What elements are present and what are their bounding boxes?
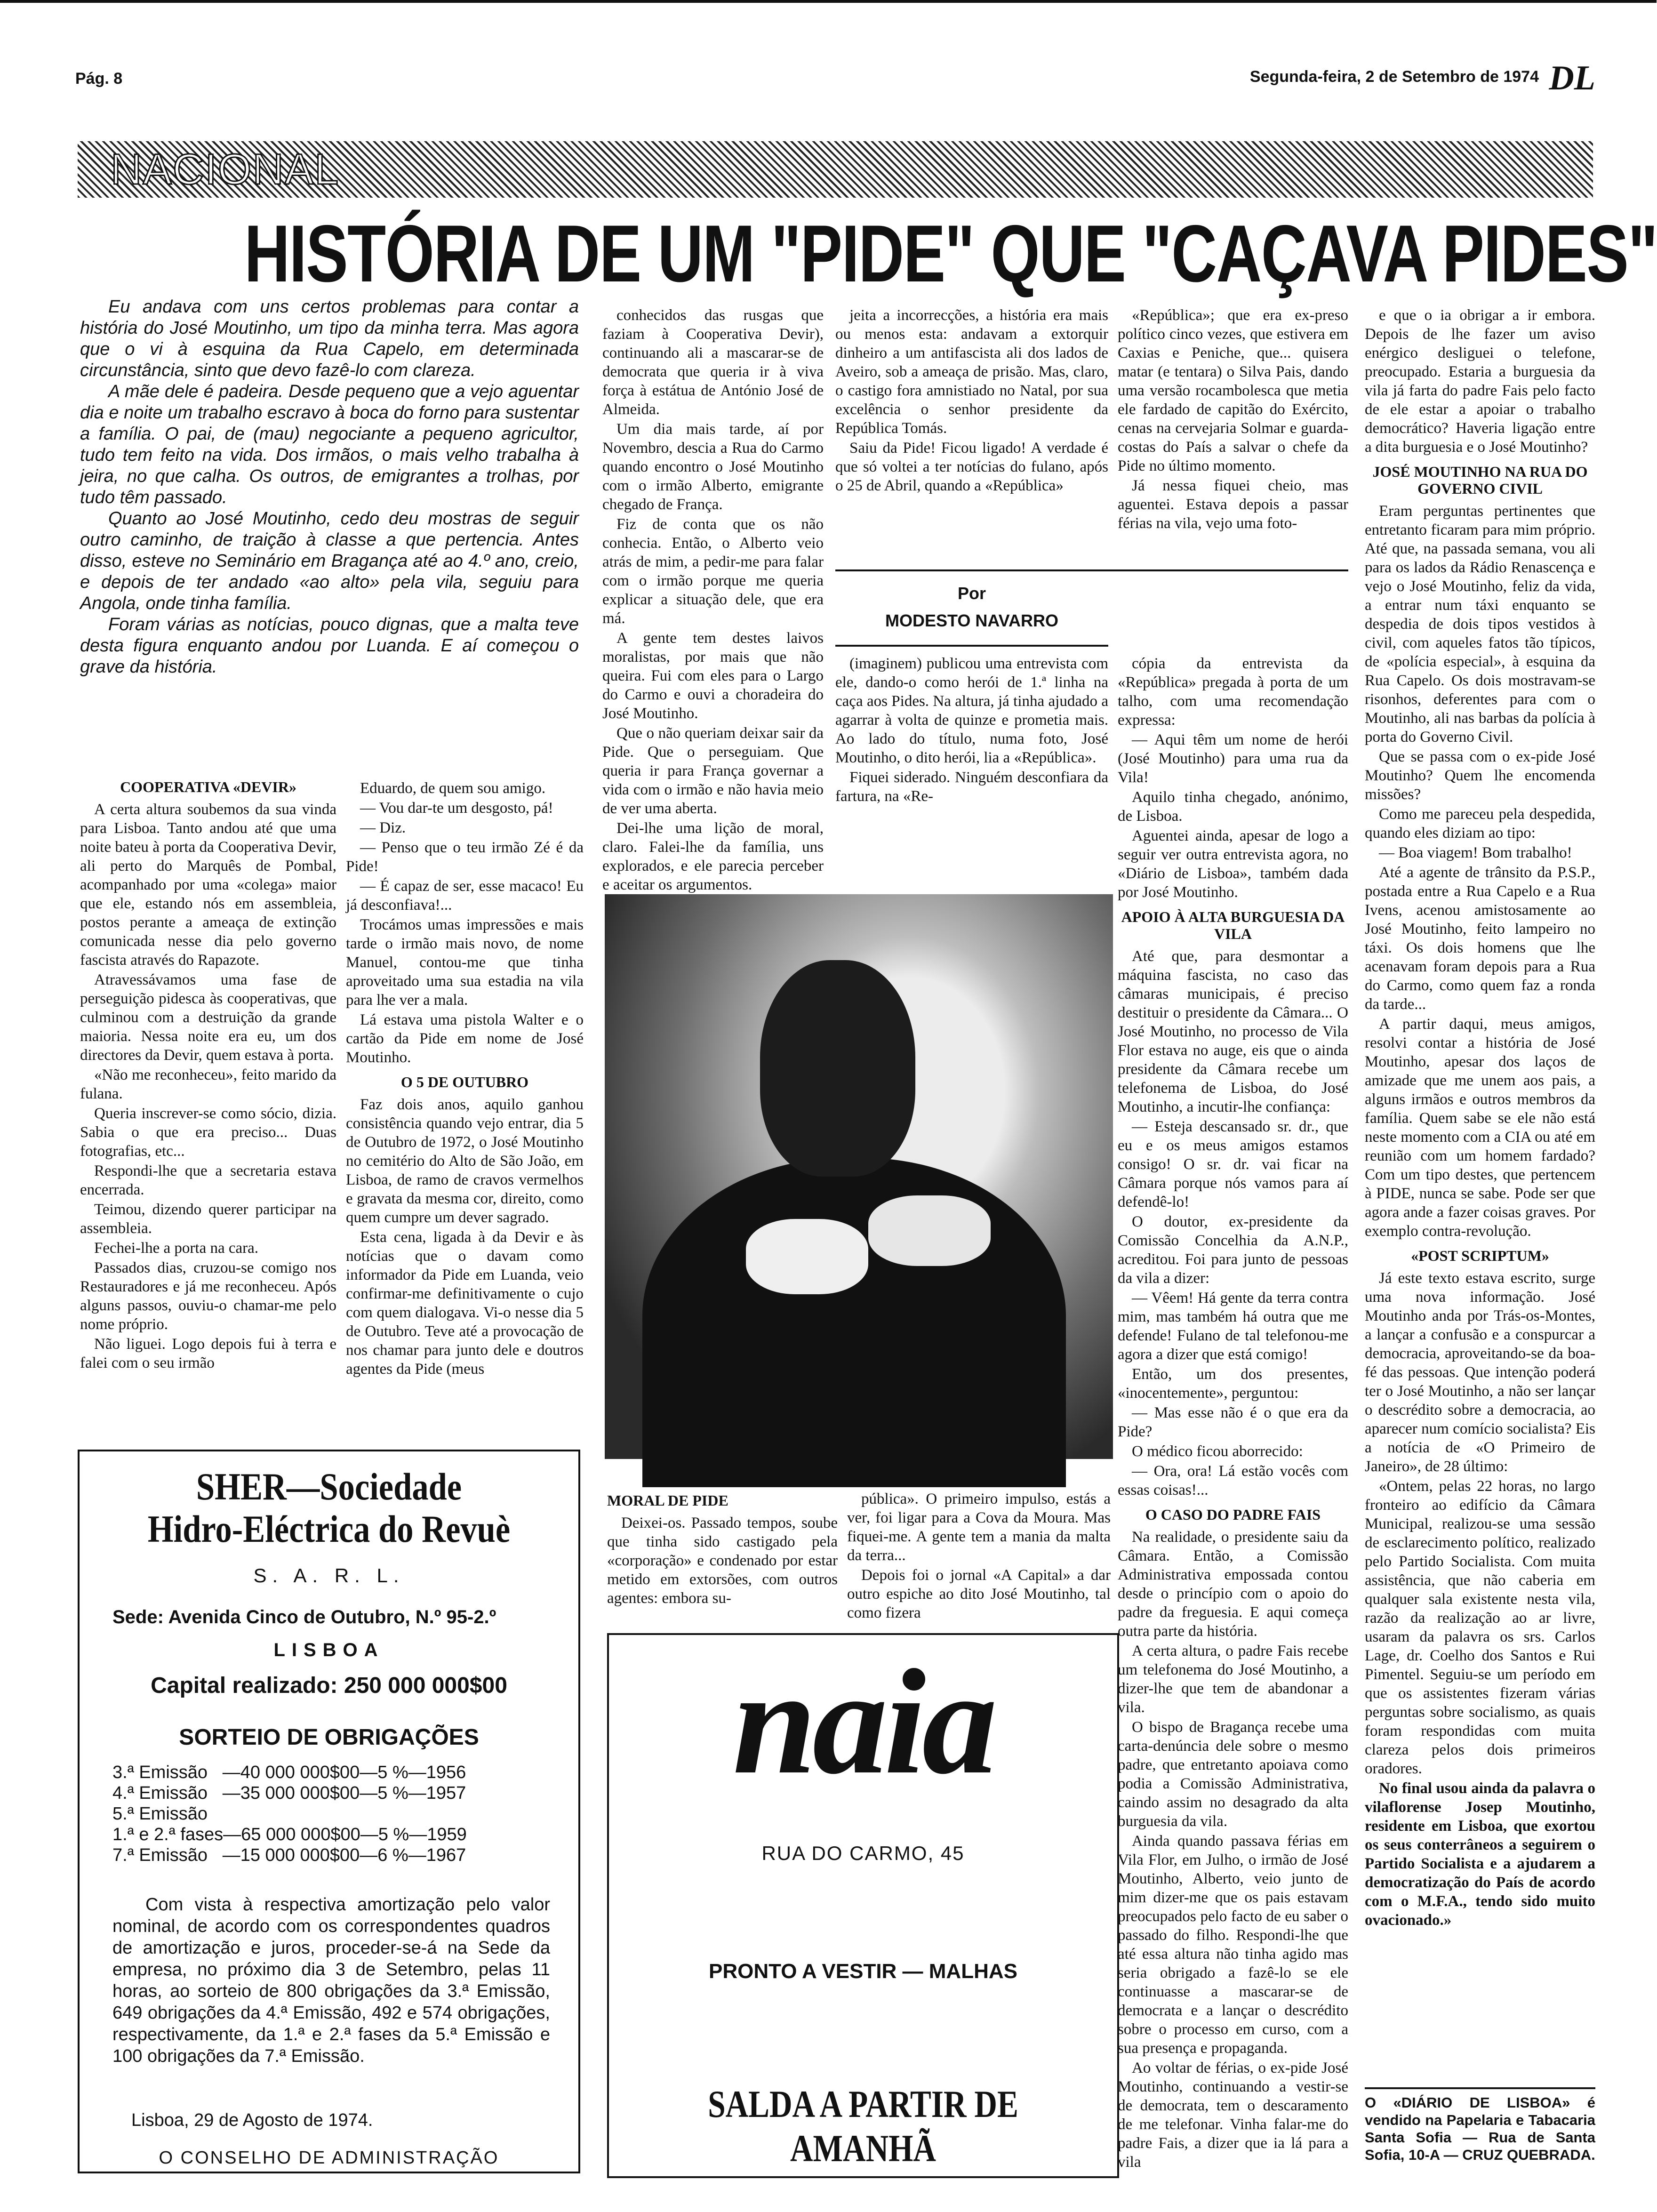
paragraph: pública». O primeiro impulso, estás a ver, foi ligar para a Cova da Moura. Mas fiquei-me. A gente tem a mania da malta da terra... <box>847 1491 1111 1564</box>
paragraph: «República»; que era ex-preso político cinco vezes, que estivera em Caxias e Peniche, que... quisera matar (e tentara) o Silva Pais, dando uma versão rocambolesca que metia ele fardado de capitão do Exército, cenas na cervejaria Solmar e guarda-costas do País a salvar o chefe da Pide no último momento. <box>1118 307 1348 474</box>
paragraph: jeita a incorrecções, a história era mais ou menos esta: andavam a extorquir dinheiro a um antifascista ali dos lados de Aveiro, sob a ameaça de prisão. Mas, claro, o castigo fora amnistiado no Natal, por sua excelência o senhor presidente da República Tomás. <box>835 307 1108 437</box>
distribution-notice: O «DIÁRIO DE LISBOA» é vendido na Papelaria e Tabacaria Santa Sofia — Rua de Santa Sofia, 10-A — CRUZ QUEBRADA. <box>1365 2087 1595 2164</box>
paragraph: Até que, para desmontar a máquina fascista, no caso das câmaras municipais, é preciso destituir o presidente da Câmara... O José Moutinho, no processo de Vila Flor estava no auge, eis que o ainda presidente da Câmara recebe um telefonema de Lisboa, do José Moutinho, a incutir-lhe confiança: <box>1118 948 1348 1115</box>
emission-row: 3.ª Emissão —40 000 000$00—5 %—1956 <box>112 1763 466 1782</box>
paragraph: Respondi-lhe que a secretaria estava encerrada. <box>80 1162 336 1198</box>
issue-date: Segunda-feira, 2 de Setembro de 1974 <box>1249 68 1539 86</box>
paragraph: Aguentei ainda, apesar de logo a seguir ver outra entrevista agora, no «Diário de Lisboa», também dada por José Moutinho. <box>1118 827 1348 901</box>
ad-sher-title-line1: SHER—Sociedade <box>196 1465 462 1508</box>
paragraph: Trocámos umas impressões e mais tarde o irmão mais novo, de nome Manuel, contou-me que tinha aproveitado uma sua estadia na vila para lhe ver a mala. <box>346 916 584 1009</box>
section-banner <box>78 141 1593 198</box>
paragraph: A certa altura soubemos da sua vinda para Lisboa. Tanto andou até que uma noite bateu à porta da Cooperativa Devir, ali perto do Marquês de Pombal, acompanhado por uma «colega» maior que ele, estando nós em assembleia, postos perante a ameaça de extinção comunicada nesse dia pelo governo fascista através do Rapazote. <box>80 801 336 969</box>
ad-sher-council: O CONSELHO DE ADMINISTRAÇÃO <box>159 2148 499 2168</box>
emission-row: 7.ª Emissão —15 000 000$00—6 %—1967 <box>112 1845 466 1865</box>
byline <box>835 584 1108 631</box>
section-title: NACIONAL <box>111 145 340 193</box>
paragraph: Passados dias, cruzou-se comigo nos Restauradores e já me reconheceu. Após alguns passos, ouviu-o chamar-me pelo nome próprio. <box>80 1259 336 1333</box>
paragraph: Que o não queriam deixar sair da Pide. Que o perseguiam. Que queria ir para França governar a vida com o irmão e não havia meio de ver uma aberta. <box>602 725 824 817</box>
paragraph: Aquilo tinha chegado, anónimo, de Lisboa. <box>1118 789 1348 825</box>
subhead-moral-de-pide: MORAL DE PIDE <box>607 1492 728 1509</box>
paragraph: Teimou, dizendo querer participar na assembleia. <box>80 1201 336 1237</box>
paragraph: O bispo de Bragança recebe uma carta-denúncia dele sobre o mesmo padre, que entretanto apoiava como podia a Comissão Administrativa, caindo assim no desagrado da alta burguesia da vila. <box>1118 1719 1348 1830</box>
paragraph: Fiquei siderado. Ninguém desconfiara da fartura, na «Re- <box>835 769 1108 805</box>
portrait-photo <box>605 894 1113 1459</box>
intro-paragraph: Quanto ao José Moutinho, cedo deu mostras de seguir outro caminho, de traição à classe a que pertencia. Antes disso, esteve no Seminário em Bragança até ao 4.º ano, creio, e depois de ter andado «ao alto» pela vila, seguiu para Angola, onde tinha família. <box>80 509 579 613</box>
subhead-5-outubro: O 5 DE OUTUBRO <box>400 1074 529 1090</box>
paragraph: (imaginem) publicou uma entrevista com ele, dando-o como herói de 1.ª linha na caça aos Pides. Na altura, já tinha ajudado a agarrar à volta de quinze e prometia mais. Ao lado do título, numa foto, José Moutinho, o dito herói, lia a «República». <box>835 655 1108 766</box>
ad-sher-city: LISBOA <box>273 1640 384 1660</box>
subhead-padre-fais: O CASO DO PADRE FAIS <box>1145 1506 1321 1523</box>
paragraph: A gente tem destes laivos moralistas, por mais que não queira. Fui com eles para o Largo do Carmo e ouvi a choradeira do José Moutinho. <box>602 630 824 722</box>
paragraph: cópia da entrevista da «República» pregada à porta de um talho, com uma recomendação expressa: <box>1118 655 1348 729</box>
paragraph: A certa altura, o padre Fais recebe um telefonema do José Moutinho, a dizer-lhe que tem de abandonar a vila. <box>1118 1643 1348 1716</box>
paragraph: — Boa viagem! Bom trabalho! <box>1379 844 1572 861</box>
paragraph: Eduardo, de quem sou amigo. <box>360 780 546 797</box>
ad-sher-sarl: S. A. R. L. <box>253 1564 405 1587</box>
column-moral-cont <box>847 1490 1111 1621</box>
page-header <box>75 61 1595 99</box>
ad-sher-address: Sede: Avenida Cinco de Outubro, N.º 95-2.º <box>112 1607 496 1627</box>
paragraph: Na realidade, o presidente saiu da Câmara. Então, a Comissão Administrativa empossada contou desde o princípio com o apoio do padre da freguesia. E aqui começa outra parte da história. <box>1118 1529 1348 1640</box>
paragraph: Queria inscrever-se como sócio, dizia. Sabia o que era preciso... Duas fotografias, etc... <box>80 1105 336 1160</box>
column-1 <box>80 772 336 1440</box>
paragraph: Atravessávamos uma fase de perseguição pidesca às cooperativas, que culminou com a destruição da grande maioria. Nessa noite era eu, um dos directores da Devir, quem estava à porta. <box>80 971 336 1064</box>
paragraph: Fechei-lhe a porta na cara. <box>94 1240 259 1257</box>
newspaper-logo: DL <box>1549 59 1595 97</box>
subhead-post-scriptum: «POST SCRIPTUM» <box>1411 1247 1549 1264</box>
subhead-apoio: APOIO À ALTA BURGUESIA DA VILA <box>1121 908 1345 942</box>
byline-by: Por <box>957 584 986 603</box>
paragraph: — Mas esse não é o que era da Pide? <box>1118 1404 1348 1440</box>
byline-rule-top <box>835 569 1348 571</box>
column-5-top <box>1118 306 1348 560</box>
column-2 <box>346 779 584 1440</box>
paragraph: — Vêem! Há gente da terra contra mim, mas também há outra que me defende! Fulano de tal telefonou-me agora a dizer que está comigo! <box>1118 1290 1348 1363</box>
subhead-cooperativa: COOPERATIVA «DEVIR» <box>120 778 296 795</box>
ad-sher-date: Lisboa, 29 de Agosto de 1974. <box>131 2110 373 2130</box>
paragraph: — Vou dar-te um desgosto, pá! <box>360 800 553 817</box>
paragraph: Saiu da Pide! Ficou ligado! A verdade é que só voltei a ter notícias do fulano, após o 25 de Abril, quando a «República» <box>835 440 1108 494</box>
ad-sher-sorteio: SORTEIO DE OBRIGAÇÕES <box>179 1725 479 1750</box>
paragraph: — Penso que o teu irmão Zé é da Pide! <box>346 839 584 875</box>
paragraph: Até a agente de trânsito da P.S.P., postada entre a Rua Capelo e a Rua Ivens, acenou amistosamente ao José Moutinho, feito lampeiro no táxi. Os dois homens que lhe acenavam foram depois para a Rua do Carmo, como quem faz a ronda da tarde... <box>1365 864 1595 1013</box>
emission-row: 4.ª Emissão —35 000 000$00—5 %—1957 <box>112 1783 466 1803</box>
paragraph: O doutor, ex-presidente da Comissão Concelhia da A.N.P., acreditou. Foi para junto de pessoas da vila a dizer: <box>1118 1213 1348 1287</box>
paragraph: conhecidos das rusgas que faziam à Cooperativa Devir), continuando ali a mascarar-se de democrata que queria ir à viva força à estátua de António José de Almeida. <box>602 307 824 418</box>
ad-sher-emissions <box>112 1762 467 1866</box>
column-5 <box>1118 654 1348 2170</box>
paragraph: O médico ficou aborrecido: <box>1132 1443 1303 1460</box>
column-moral-de-pide <box>607 1492 838 1624</box>
subhead-governo-civil: JOSÉ MOUTINHO NA RUA DO GOVERNO CIVIL <box>1372 463 1588 497</box>
column-4-top <box>835 306 1108 551</box>
emission-row: 1.ª e 2.ª fases—65 000 000$00—5 %—1959 <box>112 1825 467 1844</box>
article-intro <box>80 297 579 777</box>
paragraph: Ao voltar de férias, o ex-pide José Moutinho, continuando a vestir-se de democrata, tem o descaramento de me telefonar. Vinha falar-me do padre Fais, a dizer que ia lá para a vila <box>1118 2060 1348 2171</box>
paragraph: — Esteja descansado sr. dr., que eu e os meus amigos estamos consigo! O sr. dr. vai ficar na Câmara porque nós vamos para aí defendê-lo! <box>1118 1118 1348 1210</box>
paragraph: A partir daqui, meus amigos, resolvi contar a história de José Moutinho, apesar dos laços de amizade que me unem aos pais, a alguns irmãos e outros membros da família. Quem sabe se ele não está neste momento com a CIA ou até em reunião com um homem fardado? Com um tipo destes, que pertencem à PIDE, nunca se sabe. Pode ser que agora ande a fazer coisas graves. Por exemplo contra-revolução. <box>1365 1016 1595 1240</box>
byline-rule-bottom <box>835 645 1108 647</box>
column-3 <box>602 306 824 893</box>
paragraph: Ainda quando passava férias em Vila Flor, em Julho, o irmão de José Moutinho, Alberto, veio junto de mim dizer-me que os pais estavam preocupados pelo facto de eu saber o passado do filho. Respondi-lhe que até essa altura não tinha agido mas seria obrigado a fazê-lo se ele continuasse a mascarar-se de democrata e a lançar o descrédito sobre o processo em curso, com a sua presença e propaganda. <box>1118 1833 1348 2057</box>
intro-paragraph: Foram várias as notícias, pouco dignas, que a malta teve desta figura enquanto andou por Luanda. E aí começou o grave da história. <box>80 615 579 677</box>
paragraph: Dei-lhe uma lição de moral, claro. Falei-lhe da família, uns explorados, e ele parecia perceber e aceitar os argumentos. <box>602 820 824 893</box>
intro-paragraph: Eu andava com uns certos problemas para contar a história do José Moutinho, um tipo da minha terra. Mas agora que o vi à esquina da Rua Capelo, em determinada circunstância, sinto que devo fazê-lo com clareza. <box>80 297 579 380</box>
paragraph: Já este texto estava escrito, surge uma nova informação. José Moutinho anda por Trás-os-Montes, a lançar a confusão e a conspurcar a democracia, aproveitando-se da boa-fé das pessoas. Que intenção poderá ter o José Moutinho, a não ser lançar o descrédito sobre a democracia, ao aparecer num comício socialista? Eis a notícia de «O Primeiro de Janeiro», de 28 último: <box>1365 1270 1595 1475</box>
headline: HISTÓRIA DE UM "PIDE" QUE "CAÇAVA PIDES" <box>244 208 1657 299</box>
ad-naia-address: RUA DO CARMO, 45 <box>761 1842 965 1864</box>
ad-sher-title-line2: Hidro-Eléctrica do Revuè <box>147 1507 511 1550</box>
paragraph: Faz dois anos, aquilo ganhou consistência quando vejo entrar, dia 5 de Outubro de 1972, o José Moutinho no cemitério do Alto de São João, em Lisboa, de ramo de cravos vermelhos e gravata da mesma cor, direito, como quem cumpre um dever sagrado. <box>346 1096 584 1226</box>
paragraph: — Diz. <box>360 819 406 836</box>
paragraph: Então, um dos presentes, «inocentemente», perguntou: <box>1118 1366 1348 1402</box>
ad-sher-body: Com vista à respectiva amortização pelo valor nominal, de acordo com os correspondentes quadros de amortização e juros, proceder-se-á na Sede da empresa, no próximo dia 3 de Setembro, pelas 11 horas, ao sorteio de 800 obrigações da 3.ª Emissão, 649 obrigações da 4.ª Emissão, 492 e 574 obrigações, respectivamente, da 1.ª e 2.ª fases da 5.ª Emissão e 100 obrigações da 7.ª Emissão. <box>112 1895 550 2066</box>
paragraph: Deixei-os. Passado tempos, soube que tinha sido castigado pela «corporação» e condenado por estar metido em extorsões, com outros agentes: embora su- <box>607 1515 838 1607</box>
ad-naia <box>607 1633 1119 2178</box>
paragraph: Que se passa com o ex-pide José Moutinho? Quem lhe encomenda missões? <box>1365 748 1595 803</box>
page-number: Pág. 8 <box>75 70 123 88</box>
ad-sher-capital: Capital realizado: 250 000 000$00 <box>151 1673 507 1698</box>
paragraph: — Ora, ora! Lá estão vocês com essas coisas!... <box>1118 1463 1348 1499</box>
paragraph: — Aqui têm um nome de herói (José Moutinho) para uma rua da Vila! <box>1118 731 1348 786</box>
column-6 <box>1365 306 1595 2080</box>
byline-author: MODESTO NAVARRO <box>885 611 1058 630</box>
paragraph: Fiz de conta que os não conhecia. Então, o Alberto veio atrás de mim, a pedir-me para falar com o irmão porque me queria explicar a situação dele, que era má. <box>602 516 824 627</box>
paragraph: Eram perguntas pertinentes que entretanto ficaram para mim próprio. Até que, na passada semana, vou ali para os lados da Rádio Renascença e vejo o José Moutinho, feliz da vida, a entrar num táxi enquanto se despedia de dois tipos vestidos à civil, com aqueles fatos tão típicos, de «polícia especial», à esquina da Rua Capelo. Os dois mostravam-se risonhos, deferentes para com o Moutinho, ali nas barbas da polícia à porta do Governo Civil. <box>1365 503 1595 745</box>
paragraph: Lá estava uma pistola Walter e o cartão da Pide em nome de José Moutinho. <box>346 1011 584 1066</box>
ad-naia-sale: SALDA A PARTIR DE AMANHÃ <box>708 2083 1018 2170</box>
ad-naia-logo: naia <box>732 1639 994 1805</box>
ad-sher <box>78 1450 580 2173</box>
paragraph: Depois foi o jornal «A Capital» a dar outro espiche ao dito José Moutinho, tal como fizera <box>847 1567 1111 1621</box>
paragraph: «Não me reconheceu», feito marido da fulana. <box>80 1066 336 1102</box>
ad-sher-title <box>114 1466 544 1550</box>
paragraph: Um dia mais tarde, aí por Novembro, descia a Rua do Carmo quando encontro o José Moutinho com o irmão Alberto, emigrante chegado de França. <box>602 421 824 513</box>
intro-paragraph: A mãe dele é padeira. Desde pequeno que a vejo aguentar dia e noite um trabalho escravo à boca do forno para sustentar a família. O pai, de (mau) negociante a pequeno agricultor, tudo tem feito na vida. Dos irmãos, o mais velho trabalha à jeira, no que calha. Os outros, de emigrantes a trolhas, por tudo têm passado. <box>80 382 579 507</box>
paragraph: — É capaz de ser, esse macaco! Eu já desconfiava!... <box>346 878 584 914</box>
paragraph: Como me pareceu pela despedida, quando eles diziam ao tipo: <box>1365 806 1595 842</box>
paragraph: No final usou ainda da palavra o vilaflorense Josep Moutinho, residente em Lisboa, que exortou os seus conterrâneos a seguirem o Partido Socialista e a ajudarem a democratização do País de acordo com o M.F.A., tendo sido muito ovacionado.» <box>1365 1780 1595 1929</box>
paragraph: «Ontem, pelas 22 horas, no largo fronteiro ao edifício da Câmara Municipal, realizou-se uma sessão de esclarecimento político, realizado pelo Partido Socialista. Com muita assistência, que não caberia em qualquer sala existente nesta vila, razão da realização ao ar livre, usaram da palavra os srs. Carlos Lage, dr. Coelho dos Santos e Rui Pimentel. Seguiu-se um período em que os assistentes fizeram várias perguntas sobre socialismo, as quais foram respondidas com muita clareza pelos dois primeiros oradores. <box>1365 1478 1595 1777</box>
top-rule <box>0 0 1657 3</box>
ad-naia-tagline: PRONTO A VESTIR — MALHAS <box>709 1960 1017 1983</box>
paragraph: e que o ia obrigar a ir embora. Depois de lhe fazer um aviso enérgico desliguei o telefone, preocupado. Estaria a burguesia da vila já farta do padre Fais pelo facto de ele estar a apoiar o trabalho democrático? Haveria ligação entre a dita burguesia e o José Moutinho? <box>1365 307 1595 456</box>
column-4-bottom <box>835 654 1108 861</box>
paragraph: Já nessa fiquei cheio, mas aguentei. Estava depois a passar férias na vila, vejo uma foto- <box>1118 477 1348 532</box>
paragraph: Esta cena, ligada à da Devir e às notícias que o davam como informador da Pide em Luanda, veio confirmar-me definitivamente o cujo com quem dialogava. Vi-o nesse dia 5 de Outubro. Teve até a provocação de nos chamar para junto dele e doutros agentes da Pide (meus <box>346 1229 584 1378</box>
emission-row: 5.ª Emissão <box>112 1804 208 1824</box>
paragraph: Não liguei. Logo depois fui à terra e falei com o seu irmão <box>80 1336 336 1371</box>
